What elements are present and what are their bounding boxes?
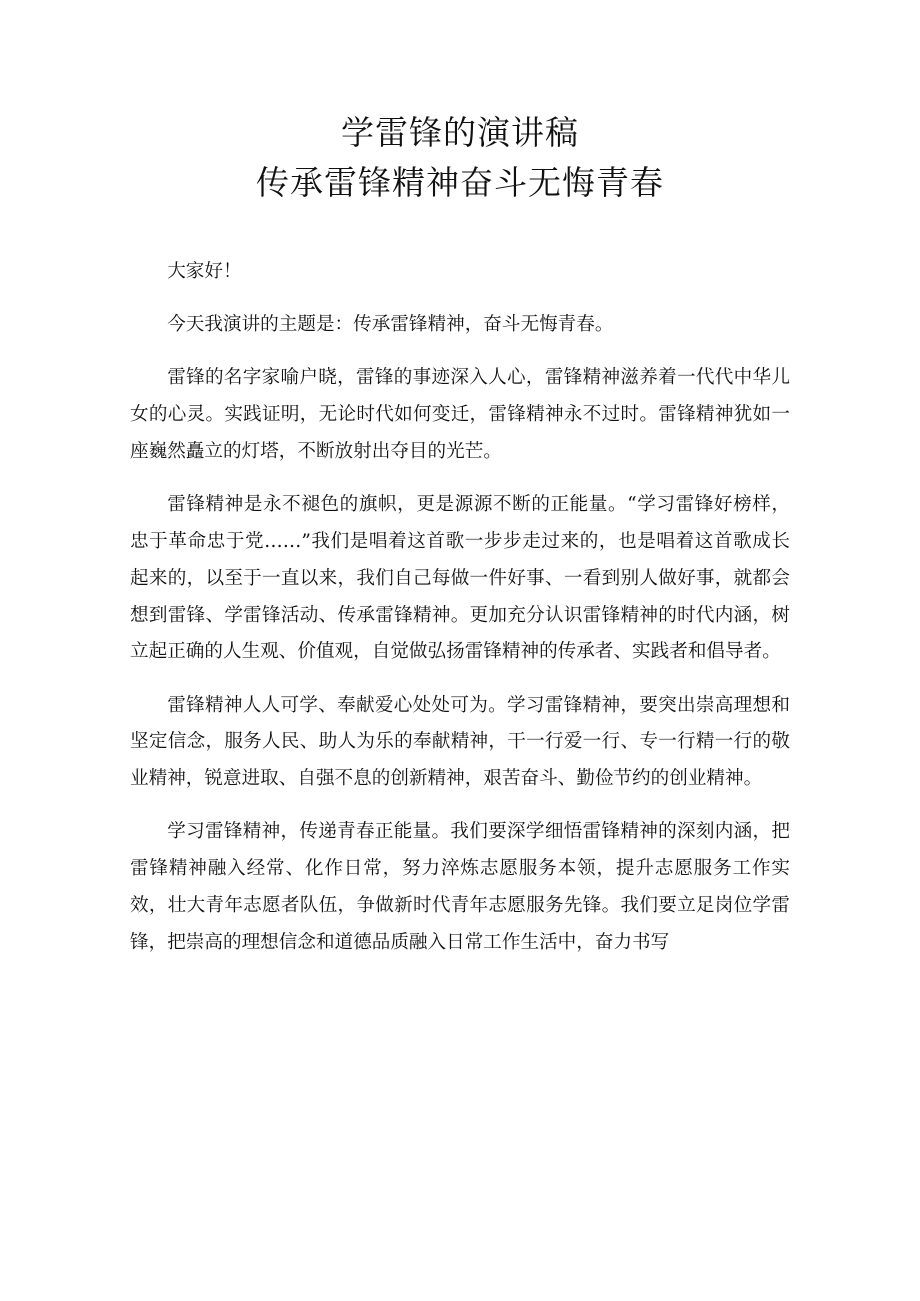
- title-line-2: 传承雷锋精神奋斗无悔青春: [256, 163, 664, 202]
- paragraph-1: 雷锋的名字家喻户晓，雷锋的事迹深入人心，雷锋精神滋养着一代代中华儿女的心灵。实践证明，无论时代如何变迁，雷锋精神永不过时。雷锋精神犹如一座巍然矗立的灯塔，不断放射出夺目的光芒。: [130, 367, 790, 462]
- paragraph-3: 雷锋精神人人可学、奉献爱心处处可为。学习雷锋精神，要突出崇高理想和坚定信念，服务人民、助人为乐的奉献精神，干一行爱一行、专一行精一行的敬业精神，锐意进取、自强不息的创新精神，艰苦奋斗、勤俭节约的创业精神。: [130, 694, 790, 790]
- paragraph-4: 学习雷锋精神，传递青春正能量。我们要深学细悟雷锋精神的深刻内涵，把雷锋精神融入经常、化作日常，努力淬炼志愿服务本领，提升志愿服务工作实效，壮大青年志愿者队伍，争做新时代青年志愿服务先锋。我们要立足岗位学雷锋，把崇高的理想信念和道德品质融入日常工作生活中，奋力书写: [130, 821, 790, 953]
- document-body: [130, 254, 790, 962]
- paragraph-theme: 今天我演讲的主题是：传承雷锋精神，奋斗无悔青春。: [167, 314, 614, 336]
- paragraph-greeting: 大家好！: [167, 261, 242, 282]
- title-line-1: 学雷锋的演讲稿: [341, 113, 579, 152]
- paragraph-2: 雷锋精神是永不褪色的旗帜，更是源源不断的正能量。“学习雷锋好榜样，忠于革命忠于党……”我们是唱着这首歌一步步走过来的，也是唱着这首歌成长起来的，以至于一直以来，我们自己每做一件好事、一看到别人做好事，就都会想到雷锋、学雷锋活动、传承雷锋精神。更加充分认识雷锋精神的时代内涵，树立起正确的人生观、价值观，自觉做弘扬雷锋精神的传承者、实践者和倡导者。: [130, 494, 790, 663]
- document-title: [0, 108, 920, 208]
